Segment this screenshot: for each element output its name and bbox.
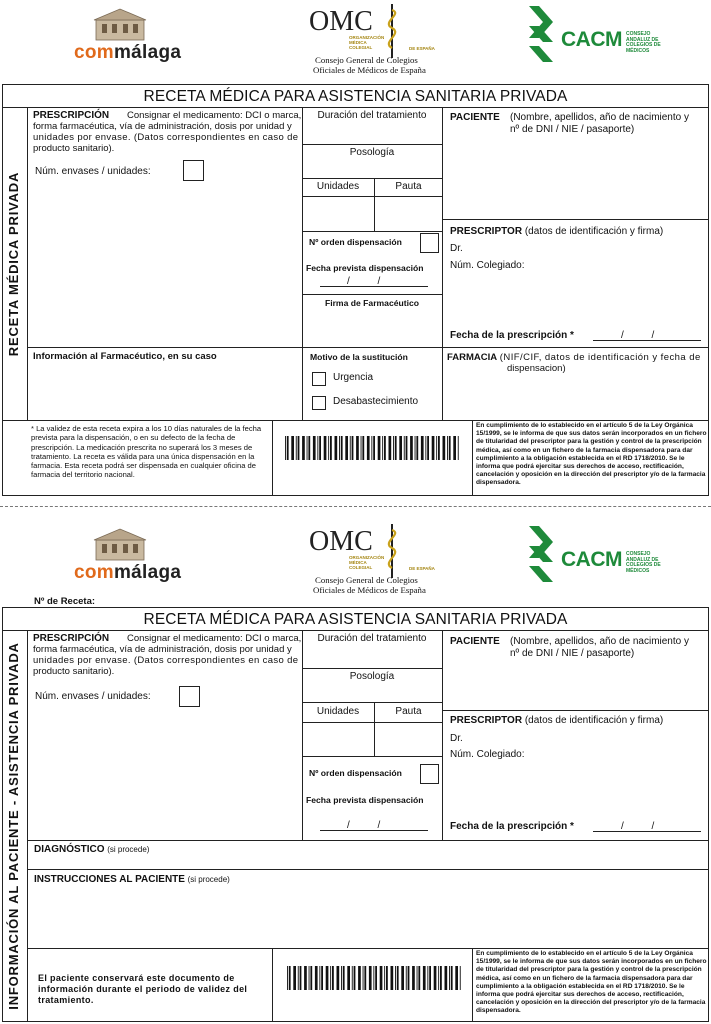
top-barcode — [285, 436, 460, 460]
barcode-bar — [399, 436, 402, 460]
top-legal-5: cumplimiento a la obligación establecida en el RD 1718/2010. Se le — [476, 454, 685, 462]
top-prescripcion-text-4: producto sanitario). — [33, 143, 115, 154]
caduceus-icon — [379, 2, 405, 60]
barcode-bar — [330, 436, 332, 460]
logo-text-com: com — [74, 42, 114, 63]
barcode-bar — [429, 966, 431, 990]
top-urgencia-checkbox[interactable] — [312, 372, 326, 386]
barcode-bar — [378, 436, 381, 460]
barcode-bar — [354, 966, 356, 990]
barcode-bar — [352, 436, 354, 460]
barcode-bar — [425, 436, 426, 460]
top-legal-3: de titularidad del prescriptor para la gestión y control de la prescripción — [476, 438, 702, 446]
top-colegiado-label: Núm. Colegiado: — [450, 260, 525, 271]
barcode-bar — [408, 966, 410, 990]
top-legal-7: cancelación y oposición en la dirección del prescriptor y/o de la farmacia — [476, 471, 706, 479]
bottom-fecha-prevista-label: Fecha prevista dispensación — [306, 795, 424, 805]
barcode-bar — [401, 966, 404, 990]
omc-line-1: Consejo General de Colegios — [315, 55, 418, 65]
top-validez-1: * La validez de esta receta expira a los 10 días naturales de la fecha — [31, 424, 262, 433]
barcode-bar — [382, 436, 383, 460]
omc-tag-1: ORGANIZACIÓN — [349, 555, 385, 560]
barcode-bar — [339, 436, 340, 460]
top-legal-8: dispensadora. — [476, 479, 521, 487]
omc-tag-4: DE ESPAÑA — [409, 46, 435, 51]
barcode-bar — [367, 436, 370, 460]
bottom-legal-3: de titularidad del prescriptor para la gestión y control de la prescripción — [476, 966, 702, 974]
omc-logo — [305, 2, 445, 76]
top-validez-5: farmacia. Esta receta podrá ser dispensada en cualquier oficina de — [31, 461, 256, 471]
barcode-bar — [341, 436, 343, 460]
barcode-bar — [436, 436, 437, 460]
caduceus-icon — [379, 522, 405, 580]
barcode-bar — [393, 436, 394, 460]
top-urgencia-label: Urgencia — [333, 372, 374, 383]
barcode-bar — [364, 966, 366, 990]
bottom-prescriptor-row — [450, 715, 663, 726]
barcode-bar — [308, 436, 310, 460]
bottom-colegiado-label: Núm. Colegiado: — [450, 749, 525, 760]
barcode-bar — [328, 436, 329, 460]
barcode-bar — [330, 966, 331, 990]
barcode-bar — [350, 436, 351, 460]
bottom-fecha-prescripcion-label: Fecha de la prescripción * — [450, 821, 574, 832]
barcode-bar — [460, 966, 461, 990]
barcode-bar — [298, 966, 299, 990]
barcode-bar — [451, 966, 453, 990]
barcode-bar — [291, 436, 294, 460]
logo-text-com: com — [74, 562, 114, 583]
top-prescripcion-text-3: unidades por envase. (Datos correspondientes en caso de — [33, 132, 299, 143]
bottom-envases-box[interactable] — [179, 686, 200, 707]
bottom-conservar-text — [38, 973, 266, 1006]
top-paciente-text-2: nº de DNI / NIE / pasaporte) — [510, 124, 635, 135]
barcode-bar — [423, 966, 426, 990]
cacm-line-2: ANDALUZ DE — [626, 36, 659, 43]
top-orden-label: Nº orden dispensación — [309, 237, 402, 247]
top-desabastecimiento-checkbox[interactable] — [312, 396, 326, 410]
barcode-bar — [438, 436, 440, 460]
top-form-title: RECETA MÉDICA PARA ASISTENCIA SANITARIA PRIVADA — [143, 88, 568, 105]
top-validez-text — [31, 424, 271, 480]
top-duracion-label: Duración del tratamiento — [317, 110, 427, 121]
top-pauta-label: Pauta — [395, 181, 422, 192]
omc-tag — [349, 35, 384, 50]
cacm-text: CACM — [561, 28, 622, 51]
top-fecha-prevista-label: Fecha prevista dispensación — [306, 263, 424, 273]
omc-tag-3: COLEGIAL — [349, 565, 373, 570]
top-envases-label: Núm. envases / unidades: — [35, 166, 151, 177]
cut-line — [0, 506, 711, 507]
bottom-legal-5: cumplimiento a la obligación establecida en el RD 1718/2010. Se le — [476, 982, 685, 990]
barcode-bar — [362, 436, 364, 460]
barcode-bar — [341, 966, 342, 990]
barcode-bar — [406, 966, 407, 990]
cacm-text: CACM — [561, 548, 622, 571]
barcode-bar — [412, 966, 415, 990]
barcode-bar — [309, 966, 310, 990]
barcode-bar — [304, 966, 307, 990]
barcode-bar — [361, 436, 362, 460]
barcode-bar — [449, 966, 450, 990]
top-posologia-label: Posología — [349, 147, 395, 158]
bottom-orden-label: Nº orden dispensación — [309, 768, 402, 778]
bottom-unidades-label: Unidades — [316, 706, 360, 717]
top-fecha-prevista-slashes: / / — [347, 276, 381, 287]
num-receta-label: Nº de Receta: — [34, 596, 96, 607]
top-prescriptor-text: (datos de identificación y firma) — [524, 226, 664, 237]
barcode-bar — [380, 966, 383, 990]
barcode-bar — [432, 436, 435, 460]
top-farmacia-text-1: (NIF/CIF, datos de identificación y fecha de — [499, 352, 701, 363]
cacm-line-3: COLEGIOS DE — [626, 42, 661, 48]
bottom-paciente-text-2: nº de DNI / NIE / pasaporte) — [510, 648, 635, 659]
bottom-legal-2: 15/1999, se le informa de que sus datos serán incorporados en un fichero — [476, 958, 707, 966]
top-prescriptor-row — [450, 226, 663, 237]
bottom-legal-6: informa que podrá ejercitar sus derechos de acceso, rectificación, — [476, 991, 684, 999]
cacm-line-2: ANDALUZ DE — [626, 556, 659, 563]
barcode-bar — [358, 966, 361, 990]
barcode-bar — [352, 966, 353, 990]
top-validez-3: prescripción. La medicación prescrita no superará los 3 meses de — [31, 442, 253, 452]
bottom-conservar-2: información durante el periodo de validez del — [38, 984, 248, 994]
barcode-bar — [373, 966, 374, 990]
cacm-logo-bottom — [527, 524, 677, 590]
barcode-bar — [285, 436, 286, 460]
omc-tag-4: DE ESPAÑA — [409, 566, 435, 571]
bottom-legal-1: En cumplimiento de lo establecido en el artículo 5 de la Ley Orgánica — [476, 950, 693, 957]
top-fecha-prescripcion-label: Fecha de la prescripción * — [450, 330, 574, 341]
top-validez-6: farmacia del territorio nacional. — [31, 470, 135, 480]
barcode-bar — [347, 966, 350, 990]
cacm-subtext — [626, 552, 661, 574]
barcode-bar — [449, 436, 451, 460]
omc-tag — [349, 555, 384, 570]
bottom-legal-7: cancelación y oposición en la dirección del prescriptor y/o de la farmacia — [476, 999, 706, 1007]
bottom-prescripcion-text-2: forma farmacéutica, vía de administración, dosis por unidad y — [33, 644, 292, 655]
top-info-farm-label: Información al Farmacéutico, en su caso — [33, 351, 217, 362]
bottom-conservar-3: tratamiento. — [38, 995, 94, 1005]
barcode-bar — [458, 436, 459, 460]
bottom-diagnostico-note: (si procede) — [107, 845, 150, 854]
top-prescripcion-text-2: forma farmacéutica, vía de administración, dosis por unidad y — [33, 121, 292, 132]
top-firma-farm-label: Firma de Farmacéutico — [324, 298, 420, 308]
top-prescripcion-text-1: Consignar el medicamento: DCI o marca, — [127, 110, 302, 121]
cacm-line-1: CONSEJO — [626, 551, 651, 557]
cacm-line-4: MÉDICOS — [626, 567, 650, 574]
top-legal-1: En cumplimiento de lo establecido en el artículo 5 de la Ley Orgánica — [476, 422, 693, 429]
barcode-bar — [313, 436, 316, 460]
top-farmacia-label: FARMACIA — [447, 352, 498, 363]
barcode-bar — [427, 436, 429, 460]
top-prescriptor-label: PRESCRIPTOR — [450, 226, 523, 237]
cacm-line-4: MÉDICOS — [626, 47, 650, 54]
top-paciente-label: PACIENTE — [450, 112, 500, 123]
barcode-bar — [415, 436, 416, 460]
barcode-bar — [298, 436, 300, 460]
bottom-instrucciones-note: (si procede) — [187, 875, 230, 884]
barcode-bar — [324, 436, 327, 460]
omc-tag-1: ORGANIZACIÓN — [349, 35, 385, 40]
bottom-paciente-text-1: (Nombre, apellidos, año de nacimiento y — [510, 636, 689, 647]
bottom-envases-label: Núm. envases / unidades: — [35, 691, 151, 702]
bottom-diagnostico-label: DIAGNÓSTICO — [34, 844, 105, 855]
bottom-prescripcion-text-1: Consignar el medicamento: DCI o marca, — [127, 633, 302, 644]
bottom-form-title: RECETA MÉDICA PARA ASISTENCIA SANITARIA PRIVADA — [143, 611, 568, 628]
barcode-bar — [335, 436, 338, 460]
cacm-logo — [527, 4, 677, 70]
top-legal-2: 15/1999, se le informa de que sus datos serán incorporados en un fichero — [476, 430, 707, 438]
barcode-bar — [319, 966, 320, 990]
barcode-bar — [410, 436, 413, 460]
top-legal-4: médica, así como en un fichero de la farmacia dispensadora para dar — [476, 446, 693, 454]
barcode-bar — [289, 966, 291, 990]
barcode-bar — [445, 966, 448, 990]
top-paciente-text-1: (Nombre, apellidos, año de nacimiento y — [510, 112, 689, 123]
bottom-conservar-1: El paciente conservará este documento de — [38, 973, 235, 983]
barcode-bar — [397, 966, 399, 990]
omc-line-1: Consejo General de Colegios — [315, 575, 418, 585]
top-prescripcion-label: PRESCRIPCIÓN — [33, 110, 110, 121]
top-farmacia-text-2: dispensacion) — [507, 363, 566, 374]
top-validez-2: prevista para la dispensación, o en su defecto de la fecha de — [31, 433, 236, 443]
omc-line-2: Oficiales de Médicos de España — [313, 65, 426, 75]
bottom-legal-8: dispensadora. — [476, 1007, 521, 1015]
barcode-bar — [337, 966, 340, 990]
barcode-bar — [356, 436, 359, 460]
barcode-bar — [453, 436, 456, 460]
cacm-stripes-icon — [527, 4, 561, 66]
barcode-bar — [455, 966, 458, 990]
top-motivo-label: Motivo de la sustitución — [310, 352, 408, 362]
bottom-duracion-label: Duración del tratamiento — [317, 633, 427, 644]
bottom-prescripcion-text-4: producto sanitario). — [33, 666, 115, 677]
barcode-bar — [375, 966, 377, 990]
top-validez-4: tratamiento. La receta es válida para una única dispensación en la — [31, 451, 255, 461]
barcode-bar — [302, 436, 305, 460]
bottom-prescriptor-label: PRESCRIPTOR — [450, 715, 523, 726]
bottom-instrucciones-row — [34, 874, 230, 885]
barcode-bar — [404, 436, 405, 460]
barcode-bar — [384, 966, 385, 990]
barcode-bar — [319, 436, 321, 460]
bottom-legal-4: médica, así como en un fichero de la farmacia dispensadora para dar — [476, 974, 693, 982]
top-legal-text — [476, 422, 708, 488]
commalaga-logo — [72, 6, 192, 68]
cacm-line-3: COLEGIOS DE — [626, 562, 661, 568]
barcode-bar — [300, 966, 302, 990]
barcode-bar — [287, 436, 289, 460]
barcode-bar — [427, 966, 428, 990]
barcode-bar — [332, 966, 334, 990]
bottom-prescripcion-text-3: unidades por envase. (Datos correspondientes en caso de — [33, 655, 299, 666]
barcode-bar — [395, 436, 397, 460]
barcode-bar — [440, 966, 442, 990]
logo-text-malaga: málaga — [113, 562, 182, 583]
barcode-bar — [391, 966, 394, 990]
barcode-bar — [369, 966, 372, 990]
bottom-dr-label: Dr. — [450, 733, 463, 744]
barcode-bar — [321, 966, 323, 990]
top-dr-label: Dr. — [450, 243, 463, 254]
barcode-bar — [418, 966, 420, 990]
barcode-bar — [416, 436, 418, 460]
bottom-instrucciones-label: INSTRUCCIONES AL PACIENTE — [34, 874, 185, 885]
building-icon — [90, 6, 150, 42]
bottom-prescripcion-label: PRESCRIPCIÓN — [33, 633, 110, 644]
barcode-bar — [386, 966, 388, 990]
barcode-bar — [345, 436, 348, 460]
bottom-fecha-prescripcion-slashes: / / — [621, 821, 655, 832]
bottom-fecha-prevista-slashes: / / — [347, 820, 381, 831]
bottom-legal-text — [476, 950, 708, 1016]
barcode-bar — [317, 436, 318, 460]
barcode-bar — [373, 436, 375, 460]
bottom-pauta-label: Pauta — [395, 706, 422, 717]
barcode-bar — [443, 436, 446, 460]
barcode-bar — [310, 966, 312, 990]
barcode-bar — [296, 436, 297, 460]
barcode-bar — [293, 966, 296, 990]
bottom-side-label: INFORMACIÓN AL PACIENTE - ASISTENCIA PRIVADA — [6, 642, 21, 1010]
barcode-bar — [438, 966, 439, 990]
barcode-bar — [389, 436, 392, 460]
bottom-barcode — [287, 966, 462, 990]
barcode-bar — [343, 966, 345, 990]
omc-logo-bottom — [305, 522, 445, 596]
cacm-line-1: CONSEJO — [626, 31, 651, 37]
barcode-bar — [371, 436, 372, 460]
top-side-label: RECETA MÉDICA PRIVADA — [6, 171, 21, 357]
top-farmacia-row — [447, 352, 701, 363]
top-unidades-label: Unidades — [316, 181, 360, 192]
logo-text-malaga: málaga — [113, 42, 182, 63]
top-legal-6: informa que podrá ejercitar sus derechos de acceso, rectificación, — [476, 463, 684, 471]
omc-big-text: OMC — [309, 6, 373, 37]
barcode-bar — [363, 966, 364, 990]
cacm-stripes-icon — [527, 524, 561, 586]
barcode-bar — [447, 436, 448, 460]
omc-tag-2: MÉDICA — [349, 560, 367, 565]
omc-line-2: Oficiales de Médicos de España — [313, 585, 426, 595]
barcode-bar — [326, 966, 329, 990]
top-envases-box[interactable] — [183, 160, 204, 181]
commalaga-logo-bottom — [72, 526, 192, 588]
top-desabastecimiento-label: Desabastecimiento — [333, 396, 419, 407]
barcode-bar — [307, 436, 308, 460]
top-orden-box[interactable] — [420, 233, 439, 253]
barcode-bar — [434, 966, 437, 990]
barcode-bar — [384, 436, 386, 460]
bottom-orden-box[interactable] — [420, 764, 439, 784]
cacm-subtext — [626, 32, 661, 54]
omc-big-text: OMC — [309, 526, 373, 557]
barcode-bar — [406, 436, 408, 460]
omc-tag-2: MÉDICA — [349, 40, 367, 45]
barcode-bar — [417, 966, 418, 990]
bottom-paciente-label: PACIENTE — [450, 636, 500, 647]
bottom-diagnostico-row — [34, 844, 149, 855]
omc-tag-3: COLEGIAL — [349, 45, 373, 50]
bottom-prescriptor-text: (datos de identificación y firma) — [524, 715, 664, 726]
top-fecha-prescripcion-slashes: / / — [621, 330, 655, 341]
bottom-posologia-label: Posología — [349, 671, 395, 682]
building-icon — [90, 526, 150, 562]
barcode-bar — [315, 966, 318, 990]
barcode-bar — [395, 966, 396, 990]
barcode-bar — [421, 436, 424, 460]
barcode-bar — [287, 966, 288, 990]
